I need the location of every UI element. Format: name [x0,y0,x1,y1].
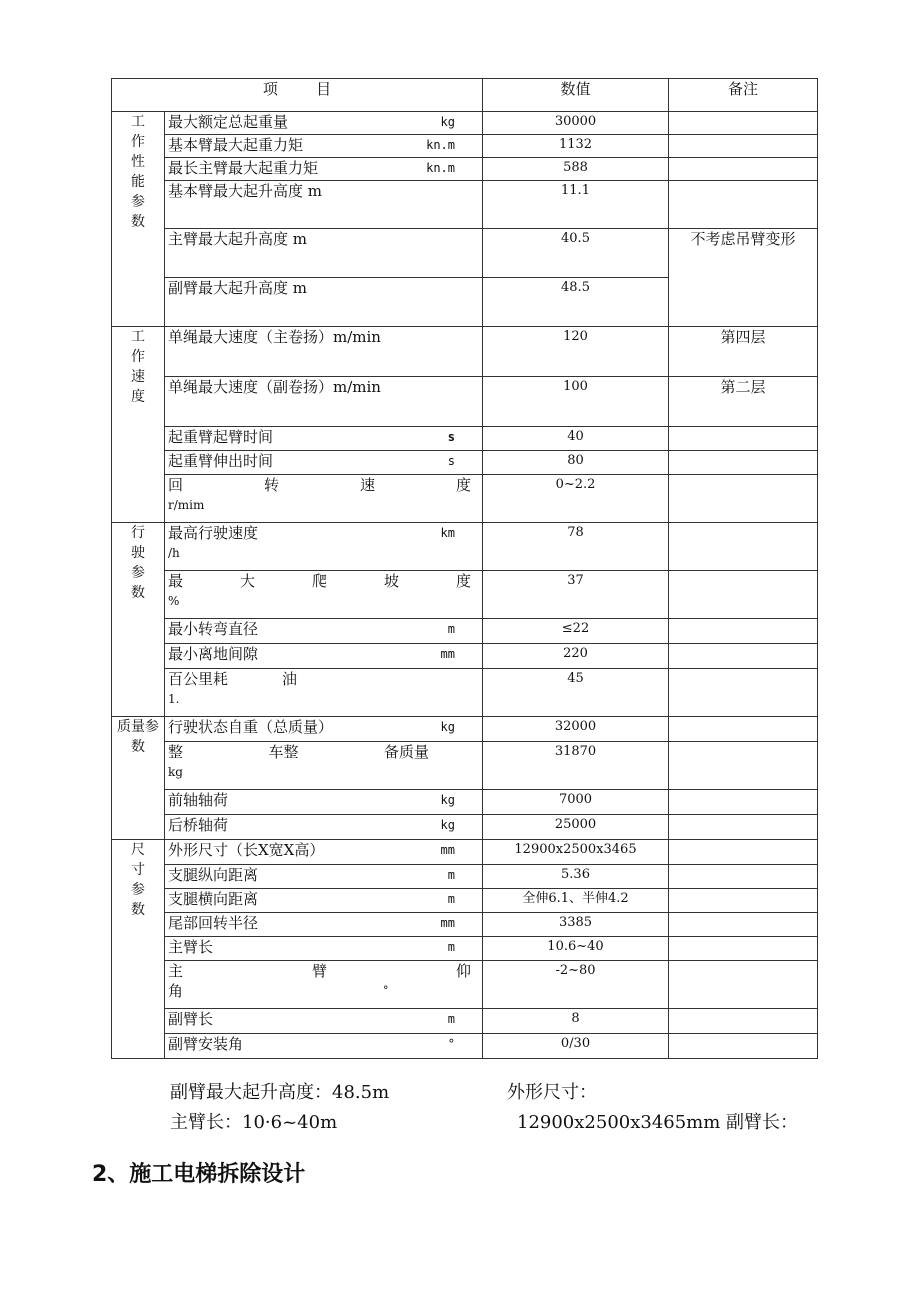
row-note [669,840,818,865]
row-note [669,937,818,961]
row-unit: 1. [168,692,180,706]
row-note [669,790,818,815]
row-value: 11.1 [483,181,669,229]
table-row [112,377,818,427]
row-note [669,815,818,840]
row-item: 单绳最大速度（主卷扬）m/min [165,327,483,377]
row-note [669,1009,818,1034]
row-item-part: 速 [359,476,375,494]
row-value: 0/30 [483,1034,669,1059]
header-value: 数值 [483,79,669,112]
row-unit: kg [440,793,455,807]
row-value: 5.36 [483,865,669,889]
table-row [112,889,818,913]
group-travel: 行 驶 参 数 [112,523,165,717]
table-row [112,158,818,181]
row-value: 12900x2500x3465 [483,840,669,865]
table-row [112,913,818,937]
row-value: 588 [483,158,669,181]
group-mass: 质量参数 [112,717,165,840]
row-item: 支腿纵向距离 [168,866,259,884]
row-unit: s [447,430,455,444]
row-item-part: 仰 [455,962,471,980]
row-value: 100 [483,377,669,427]
row-value: 25000 [483,815,669,840]
row-value: 45 [483,669,669,717]
table-row [112,619,818,644]
row-item-part: 整 [168,743,184,761]
row-unit: mm [440,916,455,930]
row-note [669,644,818,669]
row-item-part: 大 [239,572,255,590]
row-note [669,717,818,742]
table-row [112,1034,818,1059]
row-item-part: 回 [168,476,184,494]
row-unit: kn.m [426,161,455,175]
row-item-part: 转 [263,476,279,494]
row-note [669,523,818,571]
row-note [669,889,818,913]
row-value: 48.5 [483,278,669,327]
row-note [669,112,818,135]
table-row [112,717,818,742]
row-item-part: 坡 [383,572,399,590]
row-unit: km [440,526,455,540]
row-unit: kg [440,720,455,734]
row-note [669,669,818,717]
row-item: 主臂最大起升高度 m [165,229,483,278]
row-unit: m [447,940,455,954]
summary-dimensions-label: 外形尺寸： [507,1082,597,1103]
row-item-part: 油 [282,670,298,688]
row-item: 起重臂伸出时间 [168,452,274,470]
row-value: 0~2.2 [483,475,669,523]
row-unit: mm [440,647,455,661]
row-unit-cont: /h [168,546,180,560]
row-item-part: 爬 [311,572,327,590]
row-item-part: 车整 [268,743,299,761]
row-item-part: 臂 [311,962,327,980]
row-item-part: 度 [455,476,471,494]
row-note [669,427,818,451]
row-note [669,865,818,889]
table-row [112,937,818,961]
row-value: ≤22 [483,619,669,644]
row-value: 10.6~40 [483,937,669,961]
row-item: 副臂最大起升高度 m [165,278,483,327]
row-item-part: 最 [168,572,184,590]
table-row [112,181,818,229]
row-note [669,158,818,181]
row-note [669,475,818,523]
table-row [112,865,818,889]
row-item: 单绳最大速度（副卷扬）m/min [165,377,483,427]
row-value: 8 [483,1009,669,1034]
row-value: 全伸6.1、半伸4.2 [483,889,669,913]
row-note [669,571,818,619]
row-item-part: 主 [168,962,184,980]
row-note [669,961,818,1009]
row-value: 3385 [483,913,669,937]
row-unit: kn.m [426,138,455,152]
table-row [112,523,818,571]
row-value: 40 [483,427,669,451]
row-value: -2~80 [483,961,669,1009]
section-heading: 2、施工电梯拆除设计 [92,1162,306,1187]
row-value: 30000 [483,112,669,135]
group-size: 尺 寸 参 数 [112,840,165,1059]
table-row [112,742,818,790]
row-item: 最大额定总起重量 [168,113,289,131]
header-note: 备注 [669,79,818,112]
row-unit: kg [440,115,455,129]
row-note [669,913,818,937]
row-value: 32000 [483,717,669,742]
table-row [112,644,818,669]
row-item: 最长主臂最大起重力矩 [168,159,319,177]
table-row [112,427,818,451]
table-row [112,669,818,717]
row-unit-cont: ° [383,984,389,997]
row-value: 220 [483,644,669,669]
row-unit: kg [168,765,183,779]
row-note [669,181,818,229]
row-unit: m [447,622,455,636]
table-row [112,327,818,377]
row-item: 副臂长 [168,1010,214,1028]
table-row [112,840,818,865]
row-item: 尾部回转半径 [168,914,259,932]
table-row [112,571,818,619]
row-item: 后桥轴荷 [168,816,229,834]
row-note: 第四层 [669,327,818,377]
row-item: 最小转弯直径 [168,620,259,638]
table-row [112,229,818,278]
group-work-performance: 工 作 性 能 参 数 [112,112,165,327]
row-note: 不考虑吊臂变形 [669,229,818,327]
row-unit: m [447,1012,455,1026]
table-row [112,815,818,840]
table-row [112,790,818,815]
row-unit: m [447,868,455,882]
header-row [112,79,818,112]
summary-dimensions-value: 12900x2500x3465mm 副臂长： [517,1112,799,1133]
row-unit: r/mim [168,498,205,512]
table-row [112,135,818,158]
row-unit: ° [447,1037,455,1051]
row-item-part: 度 [455,572,471,590]
row-unit: mm [440,843,455,857]
row-item: 行驶状态自重（总质量） [168,718,334,736]
row-item: 最小离地间隙 [168,645,259,663]
row-item: 最高行驶速度 [168,524,259,542]
row-item: 基本臂最大起重力矩 [168,136,304,154]
summary-jib-height: 副臂最大起升高度：48.5m [170,1082,390,1103]
row-note: 第二层 [669,377,818,427]
table-row [112,451,818,475]
table-row [112,961,818,1009]
row-note [669,451,818,475]
row-note [669,135,818,158]
row-value: 7000 [483,790,669,815]
row-unit: m [447,892,455,906]
row-unit: % [168,594,180,608]
row-item: 支腿横向距离 [168,890,259,908]
table-row [112,1009,818,1034]
table-row [112,475,818,523]
row-value: 31870 [483,742,669,790]
row-unit: kg [440,818,455,832]
row-value: 78 [483,523,669,571]
row-unit: s [447,454,455,468]
table-row [112,112,818,135]
summary-boom-length: 主臂长：10·6~40m [170,1112,338,1133]
header-item: 项 目 [112,79,483,112]
row-note [669,619,818,644]
row-item-part: 备质量 [383,743,429,761]
row-value: 120 [483,327,669,377]
row-item: 主臂长 [168,938,214,956]
row-item: 外形尺寸（长X宽X高） [168,841,325,859]
row-value: 37 [483,571,669,619]
row-note [669,1034,818,1059]
row-item: 前轴轴荷 [168,791,229,809]
row-item-part: 百公里耗 [168,670,229,688]
row-item: 副臂安装角 [168,1035,244,1053]
spec-table [111,78,818,1059]
row-value: 40.5 [483,229,669,278]
group-work-speed: 工 作 速 度 [112,327,165,523]
row-value: 80 [483,451,669,475]
row-value: 1132 [483,135,669,158]
row-item: 基本臂最大起升高度 m [165,181,483,229]
row-item: 起重臂起臂时间 [168,428,274,446]
row-unit: 角 [168,982,184,1000]
row-note [669,742,818,790]
